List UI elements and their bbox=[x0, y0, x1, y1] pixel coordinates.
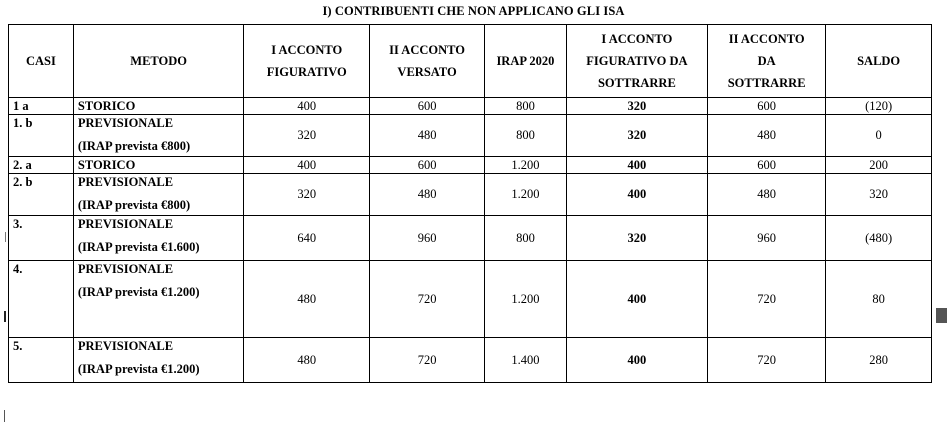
header-metodo: METODO bbox=[73, 25, 244, 98]
metodo-subtitle: (IRAP prevista €1.200) bbox=[77, 362, 200, 376]
cell-acconto1-figurativo: 400 bbox=[244, 157, 370, 174]
cell-irap: 1.200 bbox=[485, 157, 567, 174]
cell-acconto1-figurativo: 480 bbox=[244, 338, 370, 383]
cell-metodo: STORICO bbox=[73, 157, 244, 174]
metodo-subtitle: (IRAP prevista €800) bbox=[77, 198, 191, 212]
cell-acconto2-versato: 480 bbox=[370, 115, 485, 157]
cell-caso: 1 a bbox=[9, 98, 74, 115]
cell-metodo: PREVISIONALE (IRAP prevista €800) bbox=[73, 174, 244, 216]
margin-mark bbox=[4, 311, 6, 322]
isa-table bbox=[8, 24, 932, 383]
cell-caso: 2. b bbox=[9, 174, 74, 216]
header-casi: CASI bbox=[9, 25, 74, 98]
cell-acconto2-versato: 480 bbox=[370, 174, 485, 216]
cell-metodo: PREVISIONALE (IRAP prevista €1.600) bbox=[73, 216, 244, 261]
cell-metodo: PREVISIONALE (IRAP prevista €1.200) bbox=[73, 338, 244, 383]
cell-acconto1-sottrarre: 400 bbox=[566, 338, 707, 383]
cell-irap: 800 bbox=[485, 216, 567, 261]
table-title: I) CONTRIBUENTI CHE NON APPLICANO GLI ISA bbox=[322, 4, 625, 18]
table-row bbox=[9, 174, 932, 216]
scroll-marker bbox=[936, 308, 947, 323]
cell-acconto1-sottrarre: 320 bbox=[566, 115, 707, 157]
cell-acconto1-sottrarre: 400 bbox=[566, 157, 707, 174]
header-irap: IRAP 2020 bbox=[485, 25, 567, 98]
cell-acconto1-sottrarre: 400 bbox=[566, 261, 707, 338]
header-acconto1-sottrarre: I ACCONTO FIGURATIVO DA SOTTRARRE bbox=[566, 25, 707, 98]
header-acconto1-figurativo: I ACCONTO FIGURATIVO bbox=[244, 25, 370, 98]
cell-caso: 2. a bbox=[9, 157, 74, 174]
cell-acconto2-versato: 600 bbox=[370, 98, 485, 115]
cell-caso: 5. bbox=[9, 338, 74, 383]
cell-saldo: (120) bbox=[826, 98, 932, 115]
cell-saldo: (480) bbox=[826, 216, 932, 261]
cell-caso: 3. bbox=[9, 216, 74, 261]
cell-caso: 4. bbox=[9, 261, 74, 338]
cell-saldo: 320 bbox=[826, 174, 932, 216]
margin-mark bbox=[4, 410, 5, 422]
cell-irap: 1.400 bbox=[485, 338, 567, 383]
header-acconto2-sottrarre: II ACCONTO DA SOTTRARRE bbox=[708, 25, 826, 98]
cell-irap: 800 bbox=[485, 115, 567, 157]
cell-metodo: PREVISIONALE (IRAP prevista €1.200) bbox=[73, 261, 244, 338]
cell-acconto2-versato: 600 bbox=[370, 157, 485, 174]
cell-acconto2-sottrarre: 720 bbox=[708, 338, 826, 383]
cell-caso: 1. b bbox=[9, 115, 74, 157]
cell-acconto1-sottrarre: 400 bbox=[566, 174, 707, 216]
header-acconto2-versato: II ACCONTO VERSATO bbox=[370, 25, 485, 98]
cell-irap: 1.200 bbox=[485, 174, 567, 216]
cell-acconto2-sottrarre: 600 bbox=[708, 98, 826, 115]
cell-acconto1-sottrarre: 320 bbox=[566, 98, 707, 115]
cell-irap: 1.200 bbox=[485, 261, 567, 338]
table-row bbox=[9, 115, 932, 157]
cell-acconto1-sottrarre: 320 bbox=[566, 216, 707, 261]
cell-saldo: 0 bbox=[826, 115, 932, 157]
header-saldo: SALDO bbox=[826, 25, 932, 98]
cell-acconto1-figurativo: 320 bbox=[244, 174, 370, 216]
cell-acconto1-figurativo: 400 bbox=[244, 98, 370, 115]
cell-acconto2-versato: 720 bbox=[370, 338, 485, 383]
table-row bbox=[9, 261, 932, 338]
cell-acconto1-figurativo: 320 bbox=[244, 115, 370, 157]
cell-acconto2-sottrarre: 720 bbox=[708, 261, 826, 338]
metodo-subtitle: (IRAP prevista €1.600) bbox=[77, 240, 200, 254]
cell-metodo: STORICO bbox=[73, 98, 244, 115]
cell-metodo: PREVISIONALE (IRAP prevista €800) bbox=[73, 115, 244, 157]
cell-acconto2-sottrarre: 480 bbox=[708, 174, 826, 216]
header-row bbox=[9, 25, 932, 98]
cell-acconto2-versato: 720 bbox=[370, 261, 485, 338]
cell-acconto2-sottrarre: 480 bbox=[708, 115, 826, 157]
metodo-subtitle: (IRAP prevista €800) bbox=[77, 139, 191, 153]
table-row bbox=[9, 216, 932, 261]
cell-irap: 800 bbox=[485, 98, 567, 115]
margin-mark bbox=[5, 232, 6, 242]
table-row bbox=[9, 157, 932, 174]
cell-acconto2-versato: 960 bbox=[370, 216, 485, 261]
cell-acconto2-sottrarre: 960 bbox=[708, 216, 826, 261]
table-row bbox=[9, 98, 932, 115]
cell-acconto2-sottrarre: 600 bbox=[708, 157, 826, 174]
table-row bbox=[9, 338, 932, 383]
metodo-subtitle: (IRAP prevista €1.200) bbox=[77, 285, 200, 299]
cell-saldo: 200 bbox=[826, 157, 932, 174]
cell-saldo: 80 bbox=[826, 261, 932, 338]
cell-acconto1-figurativo: 640 bbox=[244, 216, 370, 261]
cell-saldo: 280 bbox=[826, 338, 932, 383]
cell-acconto1-figurativo: 480 bbox=[244, 261, 370, 338]
